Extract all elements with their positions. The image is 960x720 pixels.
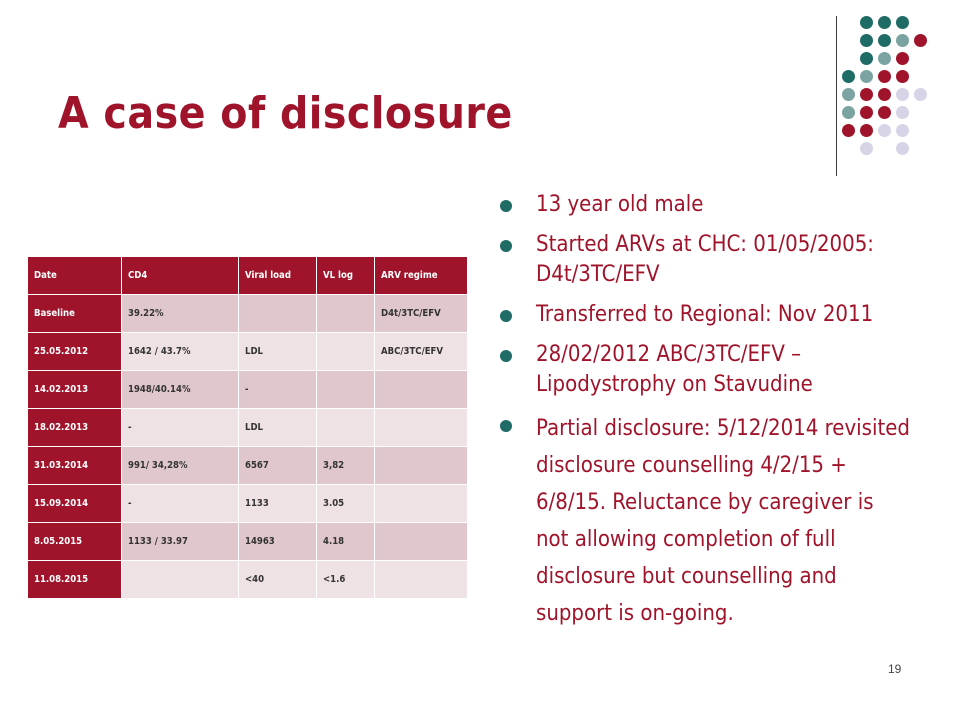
decorative-dot — [860, 70, 873, 83]
cell-cd4: 1642 / 43.7% — [122, 333, 239, 371]
decorative-dot — [878, 34, 891, 47]
bullet-item — [500, 300, 910, 330]
cell-cd4: - — [122, 409, 239, 447]
cell-vl-log — [317, 371, 375, 409]
bullet-dot-icon — [500, 420, 512, 432]
decorative-dot — [878, 16, 891, 29]
cell-arv-regime — [375, 371, 468, 409]
cell-cd4: 1133 / 33.97 — [122, 523, 239, 561]
bullet-item — [500, 410, 910, 632]
cell-viral-load: <40 — [239, 561, 317, 599]
bullet-dot-icon — [500, 240, 512, 252]
table-row — [28, 523, 468, 561]
bullet-dot-icon — [500, 350, 512, 362]
cell-date: Baseline — [28, 295, 122, 333]
decorative-dot — [914, 34, 927, 47]
cell-date: 31.03.2014 — [28, 447, 122, 485]
cell-viral-load: LDL — [239, 409, 317, 447]
decorative-dot — [860, 106, 873, 119]
cell-date: 11.08.2015 — [28, 561, 122, 599]
col-header-arv-regime: ARV regime — [375, 257, 468, 295]
cell-cd4: - — [122, 485, 239, 523]
cell-arv-regime: ABC/3TC/EFV — [375, 333, 468, 371]
cell-cd4: 1948/40.14% — [122, 371, 239, 409]
bullet-text: Transferred to Regional: Nov 2011 — [536, 302, 874, 327]
decorative-dot — [878, 124, 891, 137]
cell-arv-regime — [375, 409, 468, 447]
decorative-dot — [896, 124, 909, 137]
bullet-item — [500, 340, 910, 400]
page-number: 19 — [888, 662, 902, 676]
decorative-dot — [842, 106, 855, 119]
decorative-dot — [896, 16, 909, 29]
bullet-item — [500, 230, 910, 290]
cell-viral-load: - — [239, 371, 317, 409]
decorative-dot — [878, 106, 891, 119]
decorative-dot — [896, 106, 909, 119]
col-header-cd4: CD4 — [122, 257, 239, 295]
decorative-dot — [860, 142, 873, 155]
bullet-text: Partial disclosure: 5/12/2014 revisited disclosure counselling 4/2/15 + 6/8/15. Reluctance by caregiver is not allowing completion of full disclosure but counselling and support is on-going. — [536, 416, 910, 626]
table-row — [28, 447, 468, 485]
col-header-vl-log: VL log — [317, 257, 375, 295]
cell-viral-load: LDL — [239, 333, 317, 371]
table-row — [28, 295, 468, 333]
bullet-text: Started ARVs at CHC: 01/05/2005: D4t/3TC/EFV — [536, 232, 874, 287]
cell-date: 8.05.2015 — [28, 523, 122, 561]
table-row — [28, 485, 468, 523]
decorative-dot — [860, 88, 873, 101]
cell-vl-log — [317, 333, 375, 371]
decorative-dot — [842, 70, 855, 83]
cell-arv-regime — [375, 561, 468, 599]
table-row — [28, 561, 468, 599]
decorative-dot — [860, 124, 873, 137]
cell-cd4: 991/ 34,28% — [122, 447, 239, 485]
decorative-dot-grid — [840, 10, 960, 160]
cell-vl-log: 4.18 — [317, 523, 375, 561]
cell-viral-load: 14963 — [239, 523, 317, 561]
cell-date: 15.09.2014 — [28, 485, 122, 523]
table-row — [28, 409, 468, 447]
cell-vl-log: <1.6 — [317, 561, 375, 599]
decorative-dot — [896, 52, 909, 65]
cell-date: 25.05.2012 — [28, 333, 122, 371]
table-row — [28, 333, 468, 371]
cell-date: 18.02.2013 — [28, 409, 122, 447]
bullet-text: 28/02/2012 ABC/3TC/EFV – Lipodystrophy on Stavudine — [536, 342, 813, 397]
cell-arv-regime — [375, 447, 468, 485]
decorative-dot — [896, 142, 909, 155]
decorative-dot — [896, 88, 909, 101]
col-header-viral-load: Viral load — [239, 257, 317, 295]
cell-vl-log: 3,82 — [317, 447, 375, 485]
cell-viral-load — [239, 295, 317, 333]
cell-viral-load: 6567 — [239, 447, 317, 485]
decorative-dot — [860, 16, 873, 29]
decorative-dot — [914, 88, 927, 101]
cell-arv-regime — [375, 523, 468, 561]
bullet-text: 13 year old male — [536, 192, 704, 217]
cell-arv-regime: D4t/3TC/EFV — [375, 295, 468, 333]
bullet-dot-icon — [500, 200, 512, 212]
cell-date: 14.02.2013 — [28, 371, 122, 409]
decorative-dot — [860, 52, 873, 65]
bullet-item — [500, 190, 910, 220]
decorative-divider — [836, 16, 837, 176]
disclosure-table — [27, 256, 468, 599]
slide-title: A case of disclosure — [58, 88, 513, 139]
table-row — [28, 371, 468, 409]
cell-cd4: 39.22% — [122, 295, 239, 333]
col-header-date: Date — [28, 257, 122, 295]
decorative-dot — [878, 52, 891, 65]
decorative-dot — [896, 34, 909, 47]
decorative-dot — [896, 70, 909, 83]
cell-arv-regime — [375, 485, 468, 523]
table-header-row — [28, 257, 468, 295]
cell-viral-load: 1133 — [239, 485, 317, 523]
cell-vl-log: 3.05 — [317, 485, 375, 523]
decorative-dot — [860, 34, 873, 47]
cell-cd4 — [122, 561, 239, 599]
decorative-dot — [842, 124, 855, 137]
bullet-dot-icon — [500, 310, 512, 322]
decorative-dot — [878, 70, 891, 83]
bullet-list — [500, 190, 910, 642]
decorative-dot — [842, 88, 855, 101]
decorative-dot — [878, 88, 891, 101]
cell-vl-log — [317, 295, 375, 333]
cell-vl-log — [317, 409, 375, 447]
